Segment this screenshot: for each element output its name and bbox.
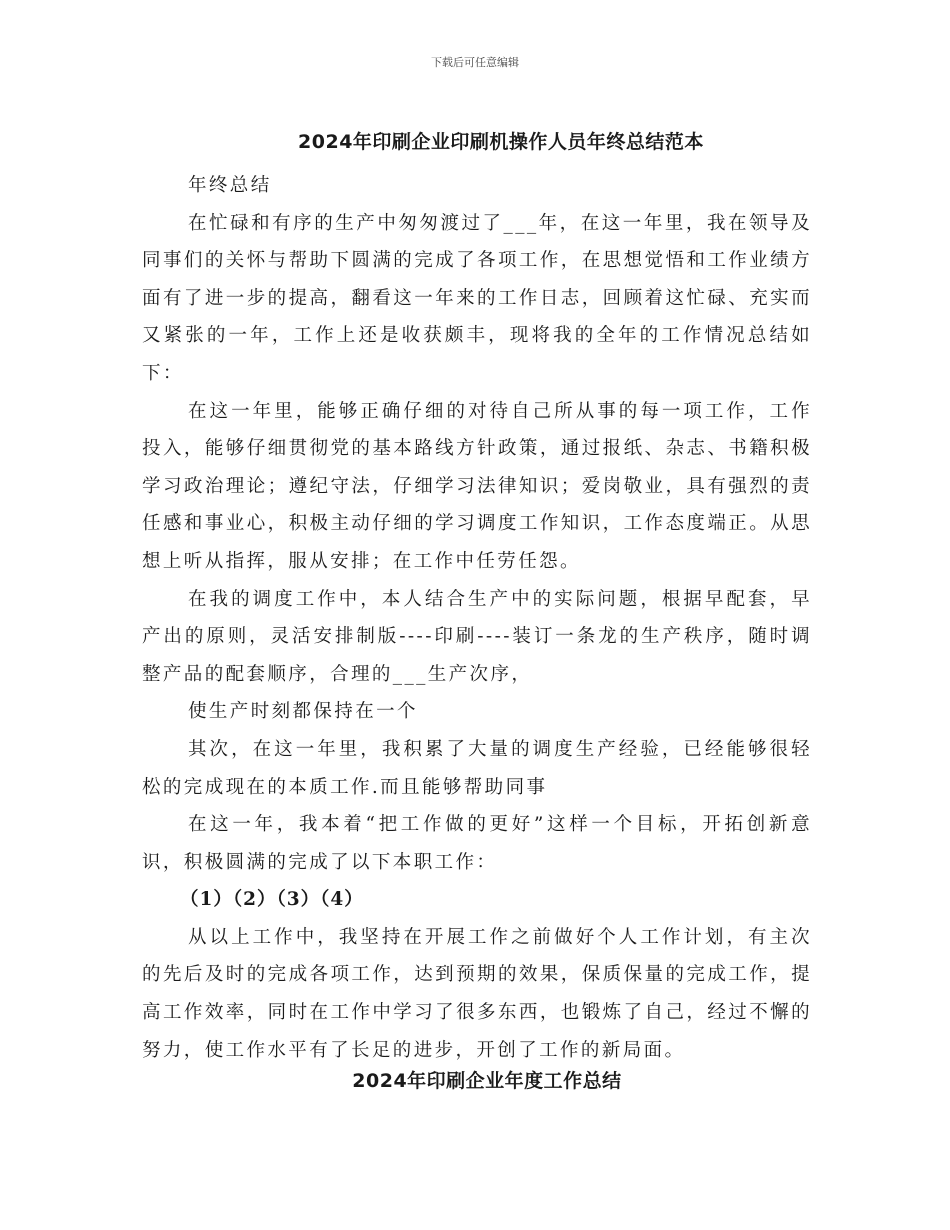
paragraph-scheduling: 在我的调度工作中，本人结合生产中的实际问题，根据早配套，早产出的原则，灵活安排制版----印刷----装订一条龙的生产秩序，随时调整产品的配套顺序，合理的___生产次序，	[142, 588, 812, 685]
paragraph-conclusion: 从以上工作中，我坚持在开展工作之前做好个人工作计划，有主次的先后及时的完成各项工作，达到预期的效果，保质保量的完成工作，提高工作效率，同时在工作中学习了很多东西，也锻炼了自己，经过不懈的努力，使工作水平有了长足的进步，开创了工作的新局面。	[142, 926, 812, 1061]
section-title: 2024年印刷企业年度工作总结	[352, 1070, 622, 1092]
paragraph-experience: 其次，在这一年里，我积累了大量的调度生产经验，已经能够很轻松的完成现在的本质工作.而且能够帮助同事	[142, 738, 812, 798]
paragraph-attitude: 在这一年里，能够正确仔细的对待自己所从事的每一项工作，工作投入，能够仔细贯彻党的基本路线方针政策，通过报纸、杂志、书籍积极学习政治理论；遵纪守法，仔细学习法律知识；爱岗敬业，具有强烈的责任感和事业心，积极主动仔细的学习调度工作知识，工作态度端正。从思想上听从指挥，服从安排；在工作中任劳任怨。	[142, 400, 812, 572]
paragraph-intro: 在忙碌和有序的生产中匆匆渡过了___年，在这一年里，我在领导及同事们的关怀与帮助下圆满的完成了各项工作，在思想觉悟和工作业绩方面有了进一步的提高，翻看这一年来的工作日志，回顾着这忙碌、充实而又紧张的一年，工作上还是收获颇丰，现将我的全年的工作情况总结如下：	[142, 212, 812, 384]
document-body	[142, 167, 812, 1069]
paragraph-item-list: （1）（2）（3）（4）	[180, 889, 364, 911]
document-title: 2024年印刷企业印刷机操作人员年终总结范本	[298, 131, 704, 153]
paragraph-section-label: 年终总结	[188, 175, 272, 196]
header-note: 下载后可任意编辑	[431, 56, 519, 69]
paragraph-production: 使生产时刻都保持在一个	[188, 701, 418, 723]
paragraph-goal: 在这一年，我本着“把工作做的更好”这样一个目标，开拓创新意识，积极圆满的完成了以下本职工作：	[142, 814, 812, 873]
